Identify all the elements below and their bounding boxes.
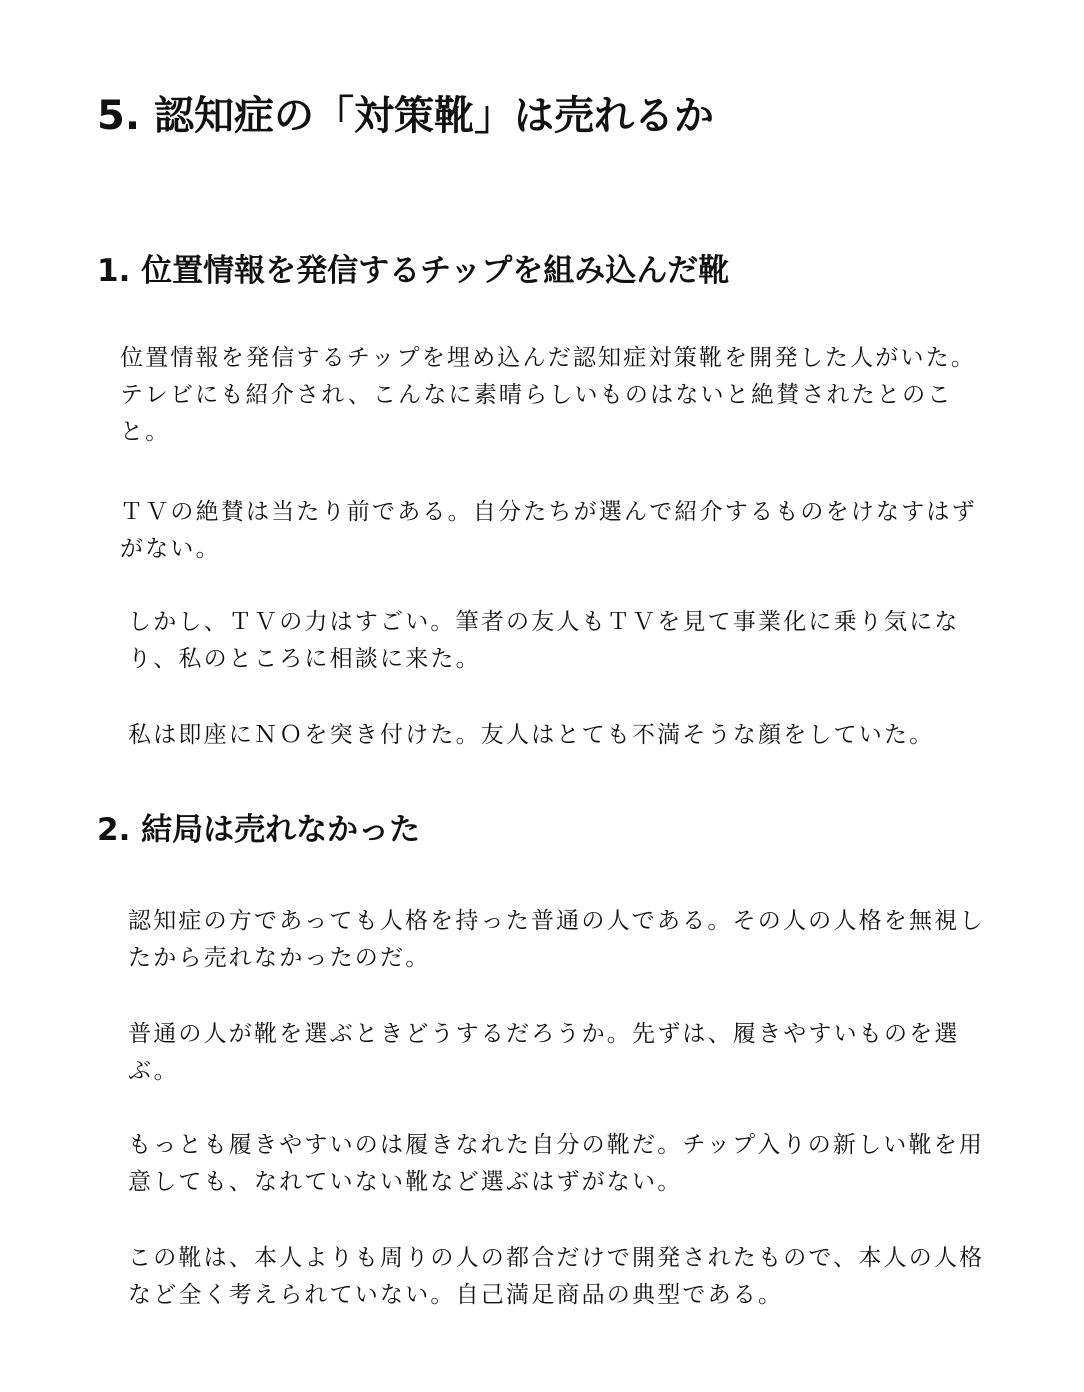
section-heading-2: 2. 結局は売れなかった [97,812,421,848]
paragraph: 認知症の方であっても人格を持った普通の人である。その人の人格を無視し たから売れなかったのだ。 [128,908,985,971]
paragraph: この靴は、本人よりも周りの人の都合だけで開発されたもので、本人の人格 など全く考えられていない。自己満足商品の典型である。 [128,1245,985,1308]
paragraph: 私は即座にＮＯを突き付けた。友人はとても不満そうな顔をしていた。 [128,722,935,748]
paragraph: しかし、ＴＶの力はすごい。筆者の友人もＴＶを見て事業化に乗り気にな り、私のところに相談に来た。 [128,609,960,672]
page-title: 5. 認知症の「対策靴」は売れるか [97,93,714,139]
paragraph: もっとも履きやすいのは履きなれた自分の靴だ。チップ入りの新しい靴を用 意しても、なれていない靴など選ぶはずがない。 [128,1132,985,1195]
paragraph: ＴＶの絶賛は当たり前である。自分たちが選んで紹介するものをけなすはず がない。 [120,499,977,562]
paragraph: 普通の人が靴を選ぶときどうするだろうか。先ずは、履きやすいものを選 ぶ。 [128,1021,960,1084]
paragraph: 位置情報を発信するチップを埋め込んだ認知症対策靴を開発した人がいた。 テレビにも紹介され、こんなに素晴らしいものはないと絶賛されたとのこ と。 [120,345,977,445]
section-heading-1: 1. 位置情報を発信するチップを組み込んだ靴 [97,253,730,289]
